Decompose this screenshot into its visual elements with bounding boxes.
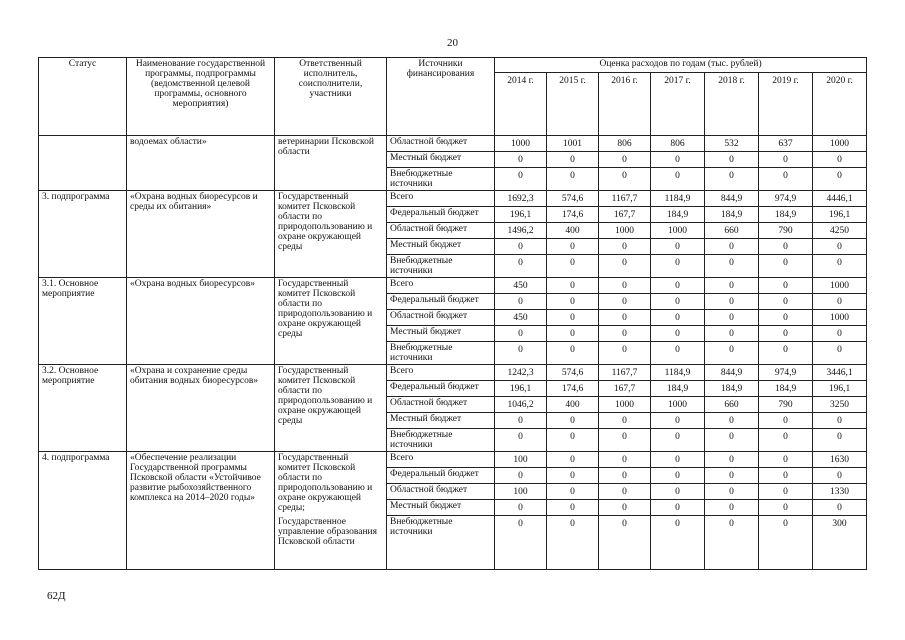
value-cell: 844,9 (705, 365, 759, 381)
value-cell: 0 (651, 255, 705, 278)
funding-source-cell: Областной бюджет (387, 310, 495, 326)
value-cell: 0 (705, 310, 759, 326)
funding-source-cell: Федеральный бюджет (387, 294, 495, 310)
value-cell: 174,6 (547, 381, 599, 397)
value-cell: 0 (705, 278, 759, 294)
table-row (39, 365, 867, 381)
funding-source-cell: Федеральный бюджет (387, 381, 495, 397)
value-cell: 0 (759, 484, 813, 500)
value-cell: 0 (495, 342, 547, 365)
header-year: 2014 г. (495, 73, 547, 136)
value-cell: 196,1 (495, 207, 547, 223)
value-cell: 300 (813, 516, 867, 570)
value-cell: 0 (599, 326, 651, 342)
funding-source-cell: Местный бюджет (387, 152, 495, 168)
executor-cell (275, 452, 387, 570)
value-cell: 0 (547, 152, 599, 168)
value-cell: 0 (599, 152, 651, 168)
value-cell: 0 (547, 500, 599, 516)
value-cell: 0 (599, 516, 651, 570)
value-cell: 0 (599, 468, 651, 484)
value-cell: 196,1 (813, 381, 867, 397)
value-cell: 0 (599, 452, 651, 468)
program-name-cell: «Обеспечение реализации Государственной программы Псковской области «Устойчивое развитие рыбохозяйственного комплекса на 2014–2020 годы» (127, 452, 275, 570)
header-estimate: Оценка расходов по годам (тыс. рублей) (495, 58, 867, 73)
value-cell: 974,9 (759, 191, 813, 207)
value-cell: 0 (547, 239, 599, 255)
value-cell: 660 (705, 397, 759, 413)
value-cell: 0 (759, 342, 813, 365)
value-cell: 4446,1 (813, 191, 867, 207)
executor-cell (275, 365, 387, 452)
value-cell: 0 (651, 484, 705, 500)
status-cell: 3.2. Основное мероприятие (39, 365, 127, 452)
value-cell: 0 (547, 413, 599, 429)
value-cell: 1000 (495, 136, 547, 152)
status-cell (39, 136, 127, 191)
value-cell: 1184,9 (651, 191, 705, 207)
header-year: 2015 г. (547, 73, 599, 136)
value-cell: 1184,9 (651, 365, 705, 381)
program-name-cell: «Охрана водных биоресурсов» (127, 278, 275, 365)
header-year: 2020 г. (813, 73, 867, 136)
value-cell: 450 (495, 278, 547, 294)
executor-text: Государственный комитет Псковской области по природопользованию и охране окружающей среды (278, 279, 373, 339)
executor-text: Государственный комитет Псковской области по природопользованию и охране окружающей среды (278, 366, 373, 426)
value-cell: 400 (547, 223, 599, 239)
value-cell: 0 (705, 255, 759, 278)
value-cell: 0 (651, 468, 705, 484)
value-cell: 0 (705, 168, 759, 191)
value-cell: 0 (759, 413, 813, 429)
funding-source-cell: Внебюджетные источники (387, 516, 495, 570)
value-cell: 450 (495, 310, 547, 326)
value-cell: 4250 (813, 223, 867, 239)
value-cell: 0 (547, 310, 599, 326)
header-executor: Ответственный исполнитель, соисполнители, участники (275, 58, 387, 136)
value-cell: 0 (599, 342, 651, 365)
value-cell: 3250 (813, 397, 867, 413)
value-cell: 0 (813, 413, 867, 429)
value-cell: 400 (547, 397, 599, 413)
value-cell: 0 (705, 429, 759, 452)
value-cell: 974,9 (759, 365, 813, 381)
value-cell: 1167,7 (599, 191, 651, 207)
expenditure-table (38, 57, 867, 570)
value-cell: 1000 (599, 223, 651, 239)
funding-source-cell: Внебюджетные источники (387, 429, 495, 452)
funding-source-cell: Местный бюджет (387, 326, 495, 342)
value-cell: 100 (495, 452, 547, 468)
table-body (39, 136, 867, 570)
value-cell: 532 (705, 136, 759, 152)
value-cell: 0 (547, 255, 599, 278)
funding-source-cell: Внебюджетные источники (387, 255, 495, 278)
value-cell: 0 (547, 342, 599, 365)
value-cell: 0 (759, 278, 813, 294)
executor-extra-text: Государственное управление образования Псковской области (278, 517, 377, 547)
value-cell: 0 (705, 468, 759, 484)
value-cell: 574,6 (547, 365, 599, 381)
value-cell: 0 (599, 255, 651, 278)
value-cell: 0 (599, 484, 651, 500)
table-row (39, 191, 867, 207)
value-cell: 184,9 (759, 381, 813, 397)
value-cell: 0 (759, 168, 813, 191)
value-cell: 1000 (599, 397, 651, 413)
page-number: 20 (447, 37, 458, 49)
value-cell: 0 (547, 516, 599, 570)
value-cell: 806 (651, 136, 705, 152)
footer-code: 62Д (47, 590, 66, 602)
value-cell: 637 (759, 136, 813, 152)
value-cell: 0 (547, 452, 599, 468)
funding-source-cell: Всего (387, 278, 495, 294)
value-cell: 0 (651, 278, 705, 294)
value-cell: 167,7 (599, 207, 651, 223)
value-cell: 806 (599, 136, 651, 152)
value-cell: 0 (651, 310, 705, 326)
value-cell: 1167,7 (599, 365, 651, 381)
value-cell: 1000 (651, 397, 705, 413)
value-cell: 0 (599, 168, 651, 191)
value-cell: 0 (651, 452, 705, 468)
value-cell: 0 (651, 168, 705, 191)
executor-text: Государственный комитет Псковской области по природопользованию и охране окружающей среды (278, 192, 373, 252)
value-cell: 0 (759, 500, 813, 516)
value-cell: 1242,3 (495, 365, 547, 381)
funding-source-cell: Местный бюджет (387, 500, 495, 516)
executor-cell (275, 278, 387, 365)
value-cell: 0 (651, 429, 705, 452)
value-cell: 1630 (813, 452, 867, 468)
value-cell: 0 (759, 468, 813, 484)
value-cell: 790 (759, 223, 813, 239)
value-cell: 0 (705, 342, 759, 365)
value-cell: 0 (759, 452, 813, 468)
value-cell: 0 (599, 294, 651, 310)
value-cell: 0 (705, 452, 759, 468)
value-cell: 1000 (813, 136, 867, 152)
value-cell: 0 (495, 326, 547, 342)
value-cell: 0 (705, 500, 759, 516)
value-cell: 1000 (813, 278, 867, 294)
value-cell: 0 (547, 294, 599, 310)
executor-text: Государственный комитет Псковской области по природопользованию и охране окружающей среды; (278, 453, 373, 513)
value-cell: 1692,3 (495, 191, 547, 207)
value-cell: 0 (813, 152, 867, 168)
value-cell: 174,6 (547, 207, 599, 223)
value-cell: 0 (495, 239, 547, 255)
value-cell: 0 (495, 152, 547, 168)
value-cell: 0 (705, 152, 759, 168)
value-cell: 100 (495, 484, 547, 500)
value-cell: 0 (813, 429, 867, 452)
value-cell: 0 (495, 468, 547, 484)
program-name-cell: «Охрана водных биоресурсов и среды их обитания» (127, 191, 275, 278)
value-cell: 0 (651, 413, 705, 429)
value-cell: 790 (759, 397, 813, 413)
value-cell: 1000 (813, 310, 867, 326)
value-cell: 196,1 (813, 207, 867, 223)
value-cell: 0 (813, 468, 867, 484)
funding-source-cell: Областной бюджет (387, 136, 495, 152)
value-cell: 0 (599, 310, 651, 326)
funding-source-cell: Внебюджетные источники (387, 342, 495, 365)
value-cell: 0 (651, 152, 705, 168)
value-cell: 0 (495, 255, 547, 278)
status-cell: 4. подпрограмма (39, 452, 127, 570)
table-row (39, 452, 867, 468)
value-cell: 844,9 (705, 191, 759, 207)
value-cell: 0 (599, 429, 651, 452)
value-cell: 0 (813, 239, 867, 255)
value-cell: 0 (759, 152, 813, 168)
value-cell: 184,9 (705, 381, 759, 397)
value-cell: 0 (759, 516, 813, 570)
value-cell: 0 (495, 168, 547, 191)
value-cell: 0 (813, 255, 867, 278)
table-row (39, 278, 867, 294)
funding-source-cell: Местный бюджет (387, 239, 495, 255)
program-name-cell: водоемах области» (127, 136, 275, 191)
status-cell: 3.1. Основное мероприятие (39, 278, 127, 365)
value-cell: 0 (495, 413, 547, 429)
value-cell: 0 (651, 239, 705, 255)
value-cell: 0 (651, 342, 705, 365)
value-cell: 0 (651, 326, 705, 342)
value-cell: 0 (705, 484, 759, 500)
funding-source-cell: Федеральный бюджет (387, 207, 495, 223)
value-cell: 196,1 (495, 381, 547, 397)
value-cell: 184,9 (759, 207, 813, 223)
value-cell: 0 (547, 168, 599, 191)
funding-source-cell: Местный бюджет (387, 413, 495, 429)
value-cell: 0 (547, 484, 599, 500)
value-cell: 1496,2 (495, 223, 547, 239)
header-year: 2016 г. (599, 73, 651, 136)
table-row (39, 136, 867, 152)
value-cell: 1001 (547, 136, 599, 152)
funding-source-cell: Внебюджетные источники (387, 168, 495, 191)
funding-source-cell: Федеральный бюджет (387, 468, 495, 484)
value-cell: 0 (599, 413, 651, 429)
value-cell: 0 (495, 294, 547, 310)
value-cell: 0 (759, 326, 813, 342)
value-cell: 0 (495, 429, 547, 452)
status-cell: 3. подпрограмма (39, 191, 127, 278)
value-cell: 0 (495, 516, 547, 570)
value-cell: 660 (705, 223, 759, 239)
funding-source-cell: Всего (387, 191, 495, 207)
value-cell: 3446,1 (813, 365, 867, 381)
funding-source-cell: Областной бюджет (387, 397, 495, 413)
value-cell: 0 (759, 429, 813, 452)
value-cell: 184,9 (705, 207, 759, 223)
value-cell: 0 (495, 500, 547, 516)
header-year: 2017 г. (651, 73, 705, 136)
program-name-cell: «Охрана и сохранение среды обитания водных биоресурсов» (127, 365, 275, 452)
value-cell: 0 (759, 294, 813, 310)
value-cell: 0 (547, 429, 599, 452)
value-cell: 0 (547, 278, 599, 294)
funding-source-cell: Областной бюджет (387, 223, 495, 239)
value-cell: 0 (651, 516, 705, 570)
header-year: 2019 г. (759, 73, 813, 136)
value-cell: 0 (599, 500, 651, 516)
value-cell: 0 (813, 326, 867, 342)
value-cell: 0 (759, 310, 813, 326)
value-cell: 0 (813, 168, 867, 191)
funding-source-cell: Областной бюджет (387, 484, 495, 500)
value-cell: 184,9 (651, 381, 705, 397)
value-cell: 0 (759, 239, 813, 255)
header-year: 2018 г. (705, 73, 759, 136)
value-cell: 0 (813, 342, 867, 365)
value-cell: 0 (599, 239, 651, 255)
value-cell: 574,6 (547, 191, 599, 207)
funding-source-cell: Всего (387, 365, 495, 381)
value-cell: 0 (651, 500, 705, 516)
executor-cell (275, 136, 387, 191)
value-cell: 0 (705, 413, 759, 429)
value-cell: 167,7 (599, 381, 651, 397)
value-cell: 1330 (813, 484, 867, 500)
value-cell: 0 (759, 255, 813, 278)
header-name: Наименование государственной программы, подпрограммы (ведомственной целевой программы, основного мероприятия) (127, 58, 275, 136)
value-cell: 1046,2 (495, 397, 547, 413)
value-cell: 0 (651, 294, 705, 310)
value-cell: 0 (599, 278, 651, 294)
value-cell: 184,9 (651, 207, 705, 223)
value-cell: 0 (547, 468, 599, 484)
header-sources: Источники финансирования (387, 58, 495, 136)
value-cell: 0 (547, 326, 599, 342)
header-status: Статус (39, 58, 127, 136)
value-cell: 1000 (651, 223, 705, 239)
value-cell: 0 (705, 516, 759, 570)
value-cell: 0 (705, 326, 759, 342)
funding-source-cell: Всего (387, 452, 495, 468)
value-cell: 0 (813, 500, 867, 516)
value-cell: 0 (813, 294, 867, 310)
executor-cell (275, 191, 387, 278)
value-cell: 0 (705, 239, 759, 255)
value-cell: 0 (705, 294, 759, 310)
executor-text: ветеринарии Псковской области (278, 137, 375, 157)
